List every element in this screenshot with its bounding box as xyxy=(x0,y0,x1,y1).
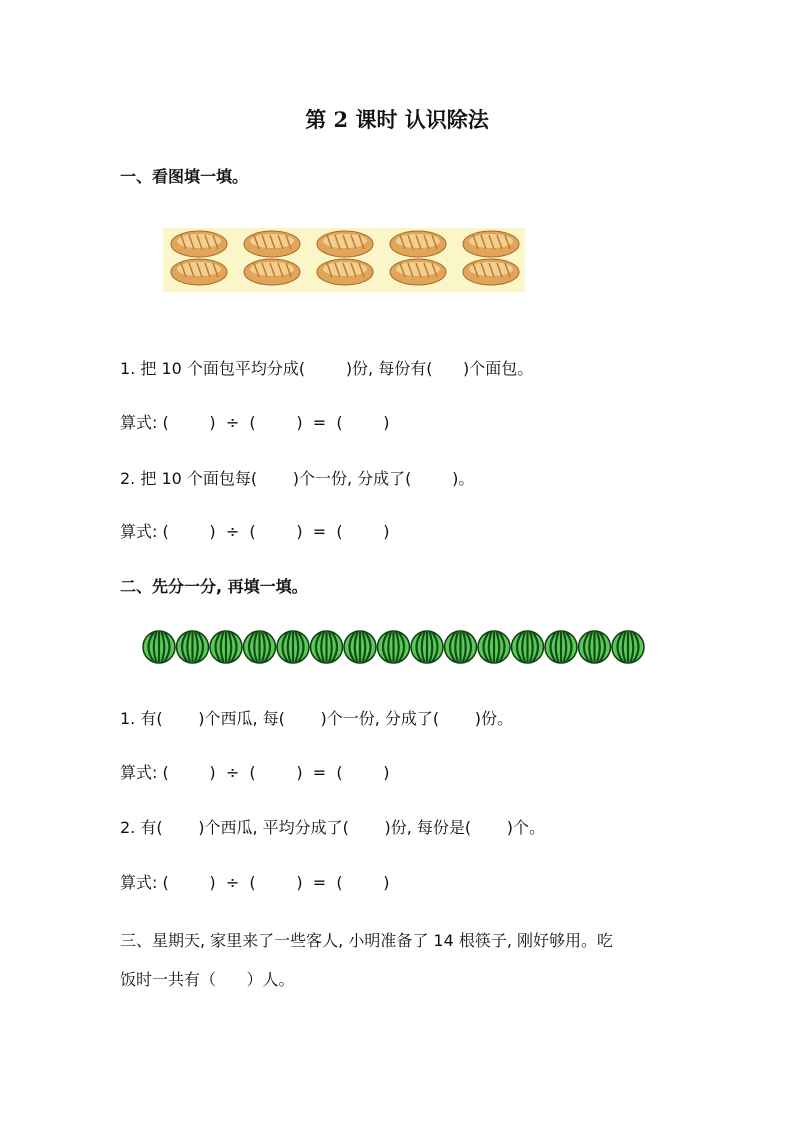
section3-line2: 饭时一共有（ ）人。 xyxy=(120,970,295,989)
watermelon-icon xyxy=(579,631,611,663)
watermelon-icon xyxy=(545,631,577,663)
watermelon-icon xyxy=(612,631,644,663)
page-title: 第 2 课时 认识除法 xyxy=(305,107,489,132)
bread-icon xyxy=(244,231,300,257)
section2-formula2: 算式: ( ) ÷ ( ) = ( ) xyxy=(120,873,390,892)
section2-formula1: 算式: ( ) ÷ ( ) = ( ) xyxy=(120,763,390,782)
bread-icon xyxy=(390,259,446,285)
watermelon-illustration xyxy=(142,628,652,666)
watermelon-icon xyxy=(244,631,276,663)
section3-line1: 三、星期天, 家里来了一些客人, 小明准备了 14 根筷子, 刚好够用。吃 xyxy=(120,931,614,950)
watermelon-icon xyxy=(143,631,175,663)
watermelon-icon xyxy=(378,631,410,663)
watermelon-icon xyxy=(445,631,477,663)
watermelon-icon xyxy=(344,631,376,663)
bread-icon xyxy=(171,231,227,257)
bread-icon xyxy=(171,259,227,285)
bread-icon xyxy=(463,259,519,285)
section1-heading: 一、看图填一填。 xyxy=(120,167,249,186)
section2-question2: 2. 有( )个西瓜, 平均分成了( )份, 每份是( )个。 xyxy=(120,818,545,837)
bread-illustration xyxy=(163,228,525,292)
bread-icon xyxy=(390,231,446,257)
bread-icon xyxy=(244,259,300,285)
bread-icon xyxy=(317,231,373,257)
section1-formula1: 算式: ( ) ÷ ( ) = ( ) xyxy=(120,413,390,432)
section1-question2: 2. 把 10 个面包每( )个一份, 分成了( )。 xyxy=(120,469,475,488)
watermelon-icon xyxy=(311,631,343,663)
watermelon-icon xyxy=(411,631,443,663)
bread-icon xyxy=(463,231,519,257)
bread-picture xyxy=(163,228,525,292)
section2-heading: 二、先分一分, 再填一填。 xyxy=(120,577,308,596)
section2-question1: 1. 有( )个西瓜, 每( )个一份, 分成了( )份。 xyxy=(120,709,513,728)
watermelon-icon xyxy=(512,631,544,663)
watermelon-picture xyxy=(142,628,652,666)
watermelon-icon xyxy=(210,631,242,663)
section1-formula2: 算式: ( ) ÷ ( ) = ( ) xyxy=(120,522,390,541)
section1-question1: 1. 把 10 个面包平均分成( )份, 每份有( )个面包。 xyxy=(120,359,534,378)
watermelon-icon xyxy=(478,631,510,663)
bread-icon xyxy=(317,259,373,285)
watermelon-icon xyxy=(177,631,209,663)
watermelon-icon xyxy=(277,631,309,663)
